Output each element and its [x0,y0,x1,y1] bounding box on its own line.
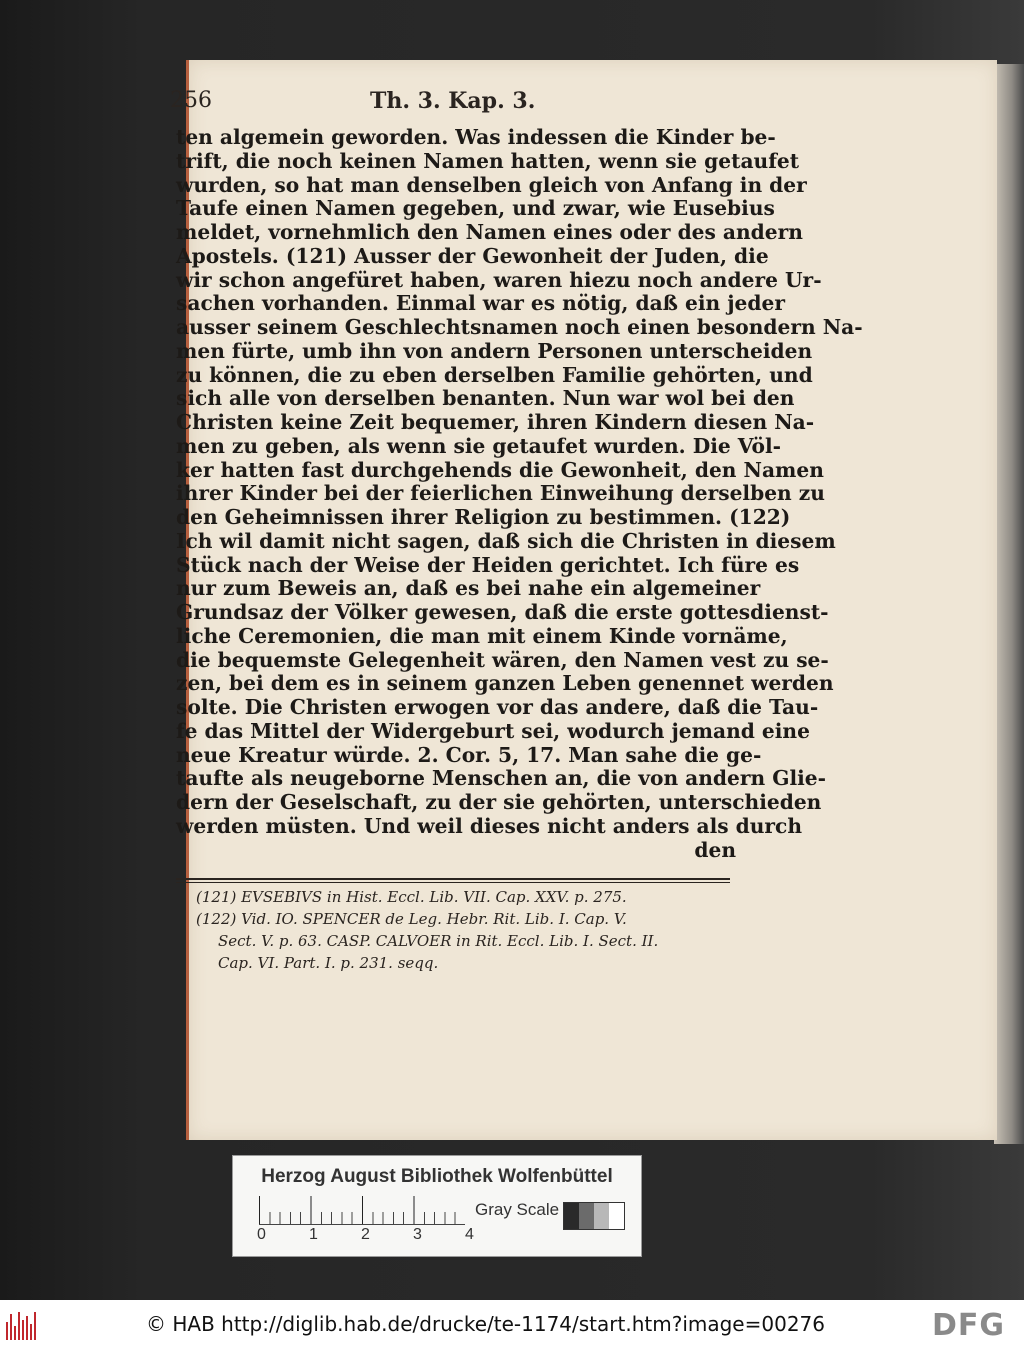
hab-logo-icon [6,1310,38,1340]
library-label-card [232,1155,642,1257]
gray-scale-label: Gray Scale [475,1200,560,1219]
text-line: Ich wil damit nicht sagen, daß sich die Christen in diesem [176,528,836,553]
catchword: den [694,837,736,862]
ruler-number: 0 [257,1226,266,1243]
ruler-number: 4 [465,1226,474,1243]
text-line: taufte als neugeborne Menschen an, die von andern Glie- [176,766,827,791]
ruler-number: 2 [361,1226,370,1243]
ruler-numbers [253,1226,483,1248]
ruler-number: 1 [309,1226,318,1243]
text-line: Taufe einen Namen gegeben, und zwar, wie Eusebius [176,196,775,221]
scale-ruler-major-ticks [259,1196,465,1224]
text-line: wurden, so hat man denselben gleich von Anfang in der [176,172,807,197]
text-line: meldet, vornehmlich den Namen eines oder des andern [176,220,803,244]
gray-scale-swatches [563,1202,625,1230]
text-line: Christen keine Zeit bequemer, ihren Kindern diesen Na- [176,410,815,434]
footnote-rule-thin [176,882,730,883]
text-line: sich alle von derselben benanten. Nun war wol bei den [176,386,795,411]
text-line: nur zum Beweis an, daß es bei nahe ein algemeiner [176,576,761,601]
ruler-number: 3 [413,1226,422,1243]
footnote-continuation: Cap. VI. Part. I. p. 231. seqq. [218,954,439,972]
text-line: solte. Die Christen erwogen vor das andere, daß die Tau- [176,695,819,719]
gray-swatch [594,1203,609,1229]
footnote-rule [176,878,730,880]
text-line: die bequemste Gelegenheit wären, den Namen vest zu se- [176,647,829,672]
text-line: men zu geben, als wenn sie getaufet wurden. Die Völ- [176,433,782,458]
page-number: 256 [170,88,212,113]
text-line: men fürte, umb ihn von andern Personen unterscheiden [176,338,813,363]
text-line: Grundsaz der Völker gewesen, daß die erste gottesdienst- [176,600,829,624]
footnote: (122) Vid. IO. SPENCER de Leg. Hebr. Rit. Lib. I. Cap. V. [196,910,627,928]
next-page-edge [994,64,1024,1144]
footer-credit-link[interactable]: © HAB http://diglib.hab.de/drucke/te-1174/start.htm?image=00276 [146,1312,825,1336]
text-line: liche Ceremonien, die man mit einem Kinde vornäme, [176,623,788,648]
footnotes [196,886,736,974]
text-line: ker hatten fast durchgehends die Gewonheit, den Namen [176,457,824,482]
text-line: ihrer Kinder bei der feierlichen Einweihung derselben zu [176,481,825,506]
text-line: ausser seinem Geschlechtsnamen noch einen besondern Na- [176,315,863,339]
text-line: Stück nach der Weise der Heiden gerichtet. Ich füre es [176,552,800,577]
text-line: dern der Geselschaft, zu der sie gehörten, unterschieden [176,790,822,814]
text-line: sachen vorhanden. Einmal war es nötig, daß ein jeder [176,291,785,316]
library-name: Herzog August Bibliothek Wolfenbüttel [261,1166,613,1187]
text-line: wir schon angefüret haben, waren hiezu noch andere Ur- [176,267,822,292]
dfg-logo: DFG [932,1308,1006,1343]
text-line: zen, bei dem es in seinem ganzen Leben genennet werden [176,671,834,696]
text-line: neue Kreatur würde. 2. Cor. 5, 17. Man sahe die ge- [176,742,762,767]
gray-swatch [579,1203,594,1229]
gray-swatch [609,1203,624,1229]
text-line: ten algemein geworden. Was indessen die Kinder be- [176,125,776,149]
text-line: trift, die noch keinen Namen hatten, wenn sie getaufet [176,148,800,173]
text-line: Apostels. (121) Ausser der Gewonheit der Juden, die [176,243,769,268]
gray-swatch [564,1203,579,1229]
text-line: den Geheimnissen ihrer Religion zu bestimmen. (122) [176,505,791,529]
running-head: Th. 3. Kap. 3. [370,88,536,114]
footnote: (121) EVSEBIVS in Hist. Eccl. Lib. VII. Cap. XXV. p. 275. [196,888,627,906]
text-line: werden müsten. Und weil dieses nicht anders als durch [176,813,803,838]
body-text [176,125,863,862]
footnote-continuation: Sect. V. p. 63. CASP. CALVOER in Rit. Eccl. Lib. I. Sect. II. [218,932,659,950]
text-line: zu können, die zu eben derselben Familie gehörten, und [176,362,813,387]
text-line: fe das Mittel der Widergeburt sei, wodurch jemand eine [176,718,810,743]
page-header [170,88,730,118]
